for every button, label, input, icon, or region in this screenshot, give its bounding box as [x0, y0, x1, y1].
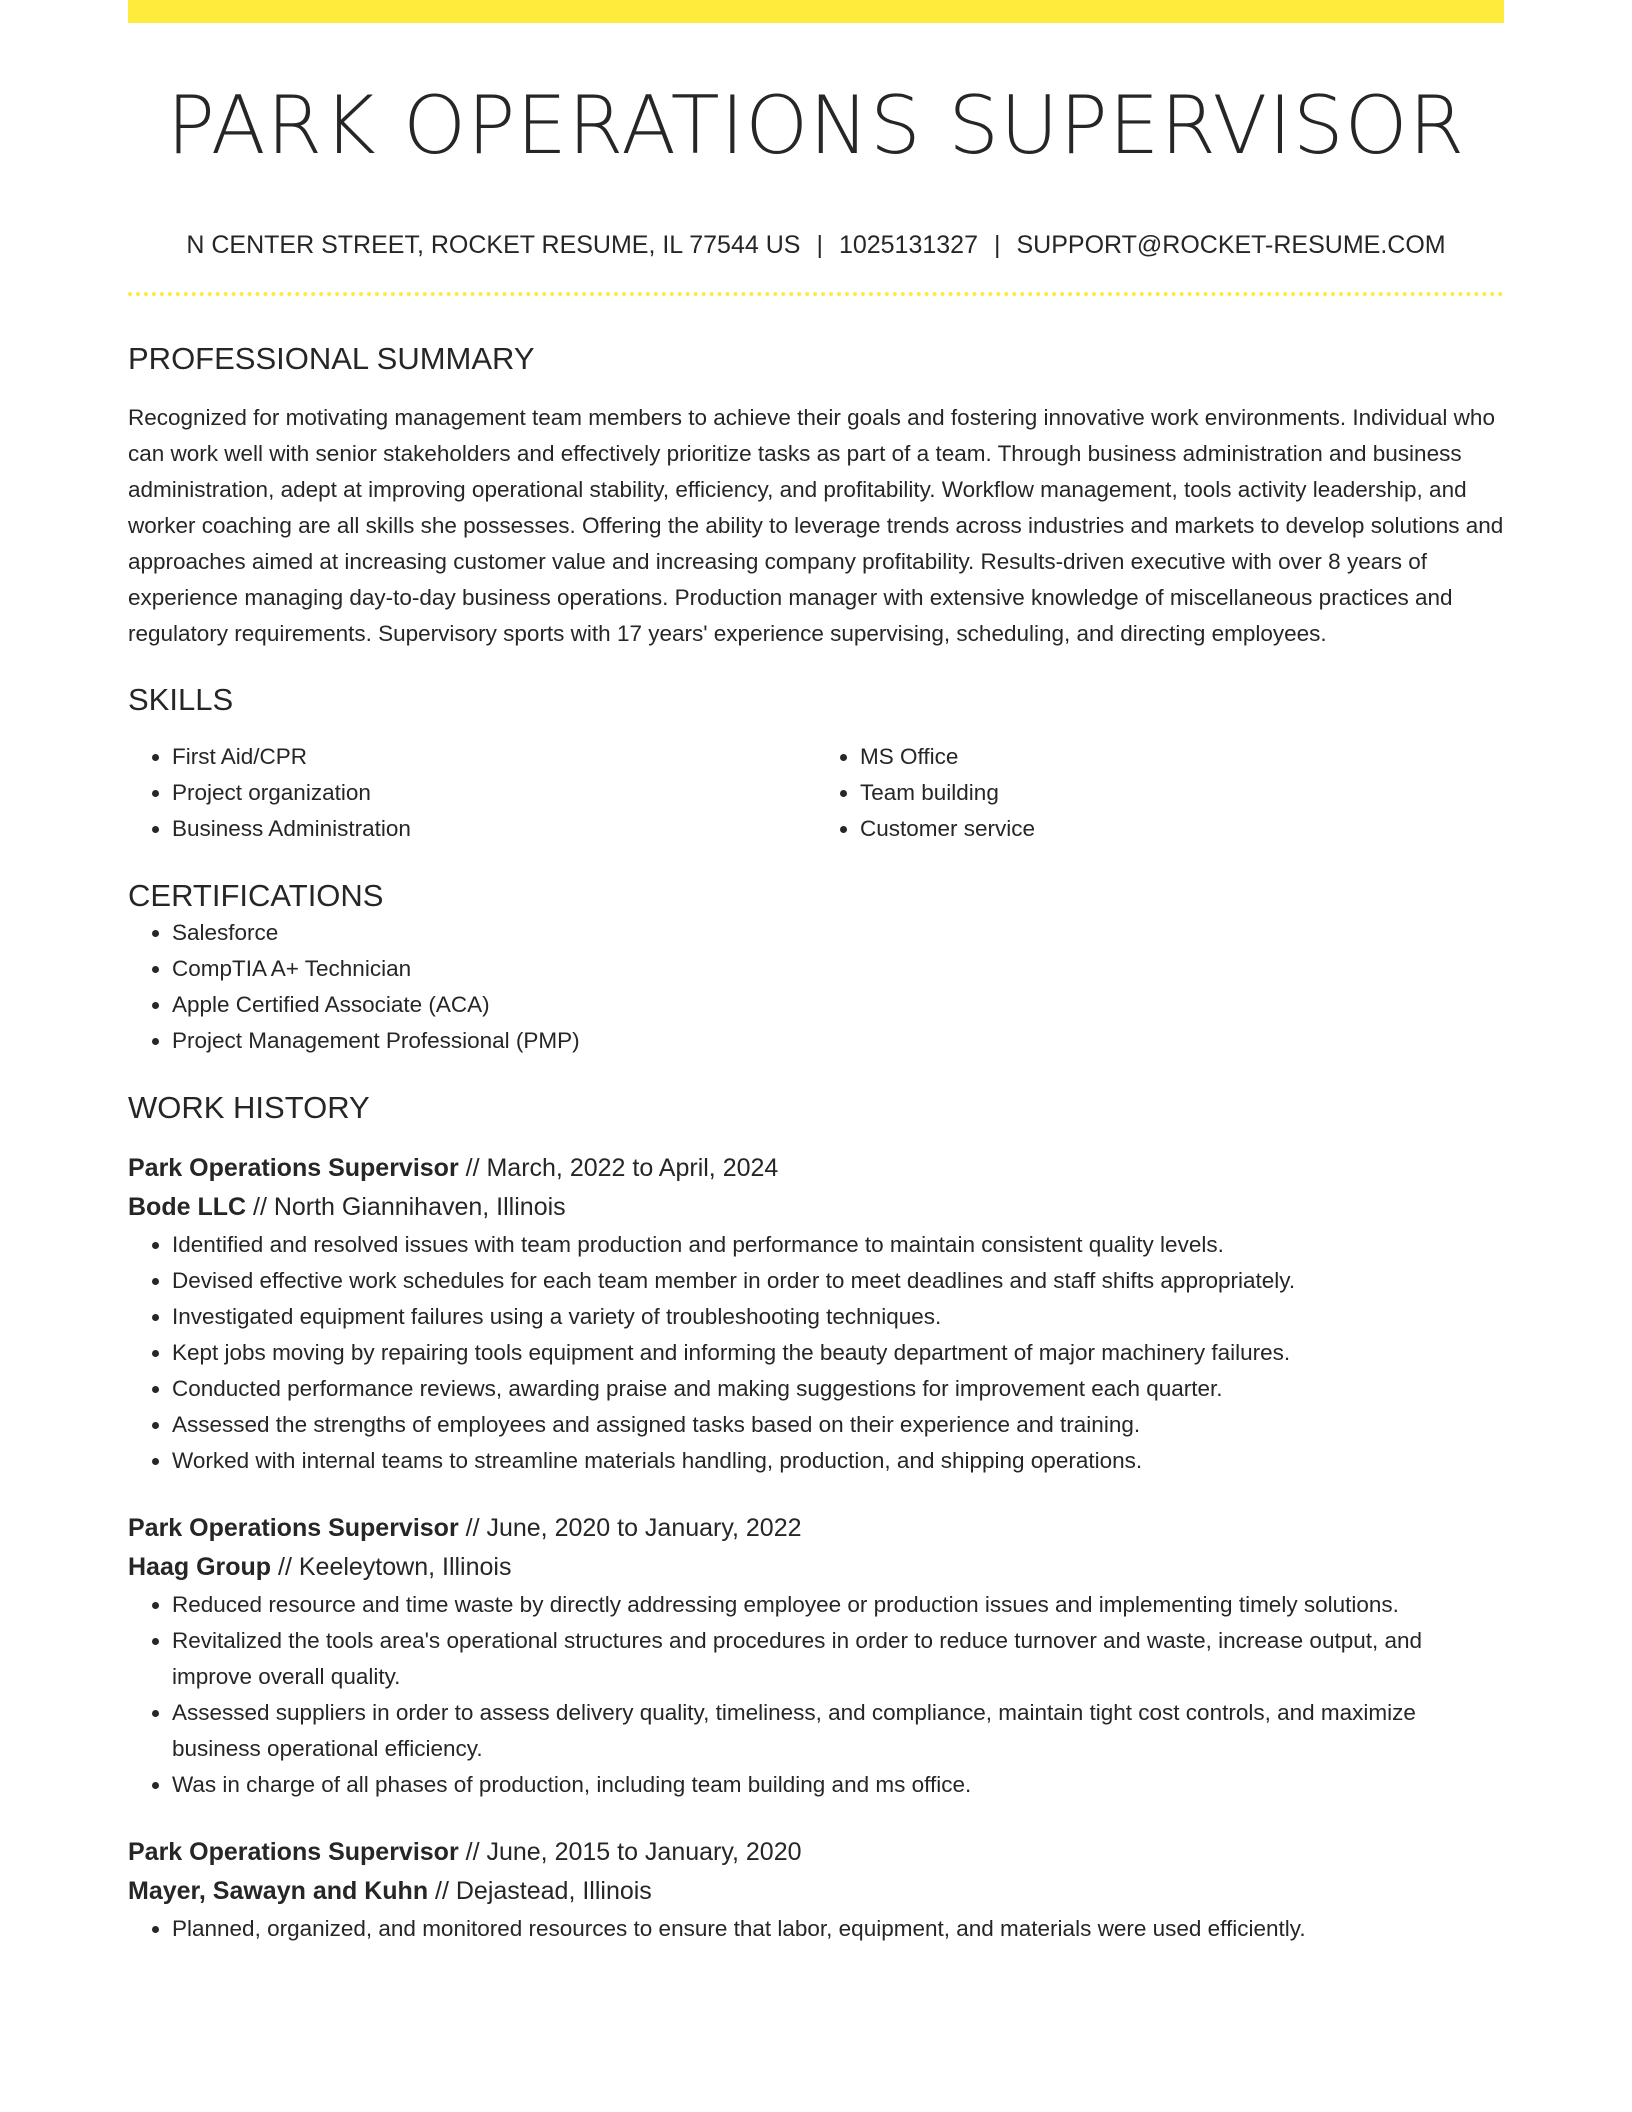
job-duty-item: • Reduced resource and time waste by directly addressing employee or production issues and implementing timely solutions. [172, 1587, 1504, 1623]
skill-item: • First Aid/CPR [172, 739, 816, 775]
job-entry [128, 1833, 1504, 1947]
job-location: // North Giannihaven, Illinois [246, 1193, 566, 1221]
job-duties-list [128, 1587, 1504, 1803]
job-duty-item: • Conducted performance reviews, awarding praise and making suggestions for improvement each quarter. [172, 1371, 1504, 1407]
skill-item: • MS Office [860, 739, 1504, 775]
job-company: Bode LLC [128, 1193, 247, 1221]
job-duty-item: • Investigated equipment failures using a variety of troubleshooting techniques. [172, 1299, 1504, 1335]
contact-address: N CENTER STREET, ROCKET RESUME, IL 77544 US [186, 231, 801, 259]
certifications-list [128, 915, 1504, 1059]
job-duty-item: • Was in charge of all phases of production, including team building and ms office. [172, 1767, 1504, 1803]
job-role: Park Operations Supervisor [128, 1838, 459, 1866]
job-entry [128, 1149, 1504, 1479]
contact-separator: | [816, 231, 823, 259]
job-duty-item: • Kept jobs moving by repairing tools equipment and informing the beauty department of major machinery failures. [172, 1335, 1504, 1371]
job-location: // Keeleytown, Illinois [271, 1553, 512, 1581]
job-duties-list [128, 1911, 1504, 1947]
certification-item: • Apple Certified Associate (ACA) [172, 987, 1504, 1023]
job-role-line [128, 1833, 1504, 1872]
job-duty-item: • Worked with internal teams to streamline materials handling, production, and shipping operations. [172, 1443, 1504, 1479]
job-duty-item: • Planned, organized, and monitored resources to ensure that labor, equipment, and materials were used efficiently. [172, 1911, 1504, 1947]
job-company: Mayer, Sawayn and Kuhn [128, 1877, 429, 1905]
job-duty-item: • Devised effective work schedules for each team member in order to meet deadlines and staff shifts appropriately. [172, 1263, 1504, 1299]
skills-column-right [816, 739, 1504, 847]
job-location: // Dejastead, Illinois [428, 1877, 652, 1905]
work-history-heading: WORK HISTORY [128, 1090, 370, 1125]
job-company-line [128, 1548, 1504, 1587]
job-dates: // June, 2015 to January, 2020 [458, 1838, 802, 1866]
job-duty-item: • Assessed suppliers in order to assess delivery quality, timeliness, and compliance, maintain tight cost controls, and maximize business operational efficiency. [172, 1695, 1504, 1767]
job-role-line [128, 1509, 1504, 1548]
job-role-line [128, 1149, 1504, 1188]
contact-line [128, 229, 1504, 261]
summary-heading: PROFESSIONAL SUMMARY [128, 341, 535, 376]
contact-separator: | [993, 231, 1001, 259]
header-divider [128, 292, 1504, 296]
job-entry [128, 1509, 1504, 1803]
certification-item: • CompTIA A+ Technician [172, 951, 1504, 987]
resume-title: PARK OPERATIONS SUPERVISOR [166, 79, 1466, 172]
skills-list [128, 739, 1504, 847]
skill-item: • Project organization [172, 775, 816, 811]
job-company-line [128, 1188, 1504, 1227]
certifications-heading: CERTIFICATIONS [128, 878, 384, 913]
job-company: Haag Group [128, 1553, 272, 1581]
certification-item: • Salesforce [172, 915, 1504, 951]
skill-item: • Customer service [860, 811, 1504, 847]
job-dates: // March, 2022 to April, 2024 [458, 1154, 779, 1182]
job-role: Park Operations Supervisor [128, 1154, 459, 1182]
job-duty-item: • Revitalized the tools area's operational structures and procedures in order to reduce turnover and waste, increase output, and improve overall quality. [172, 1623, 1504, 1695]
skill-item: • Business Administration [172, 811, 816, 847]
job-dates: // June, 2020 to January, 2022 [458, 1514, 802, 1542]
job-duty-item: • Identified and resolved issues with team production and performance to maintain consistent quality levels. [172, 1227, 1504, 1263]
job-role: Park Operations Supervisor [128, 1514, 459, 1542]
contact-phone: 1025131327 [838, 231, 978, 259]
contact-email: SUPPORT@ROCKET-RESUME.COM [1016, 231, 1446, 259]
summary-text: Recognized for motivating management team members to achieve their goals and fostering innovative work environments. Individual who can work well with senior stakeholders and effectively prioritize tasks as part of a team. Through business administration and business administration, adept at improving operational stability, efficiency, and profitability. Workflow management, tools activity leadership, and worker coaching are all skills she possesses. Offering the ability to leverage trends across industries and markets to develop solutions and approaches aimed at increasing customer value and increasing company profitability. Results-driven executive with over 8 years of experience managing day-to-day business operations. Production manager with extensive knowledge of miscellaneous practices and regulatory requirements. Supervisory sports with 17 years' experience supervising, scheduling, and directing employees. [128, 405, 1504, 646]
resume-page [128, 0, 1504, 1947]
top-accent-bar [128, 0, 1504, 23]
job-duties-list [128, 1227, 1504, 1479]
job-company-line [128, 1872, 1504, 1911]
skills-column-left [128, 739, 816, 847]
skills-heading: SKILLS [128, 682, 234, 717]
job-duty-item: • Assessed the strengths of employees and assigned tasks based on their experience and training. [172, 1407, 1504, 1443]
certification-item: • Project Management Professional (PMP) [172, 1023, 1504, 1059]
skill-item: • Team building [860, 775, 1504, 811]
